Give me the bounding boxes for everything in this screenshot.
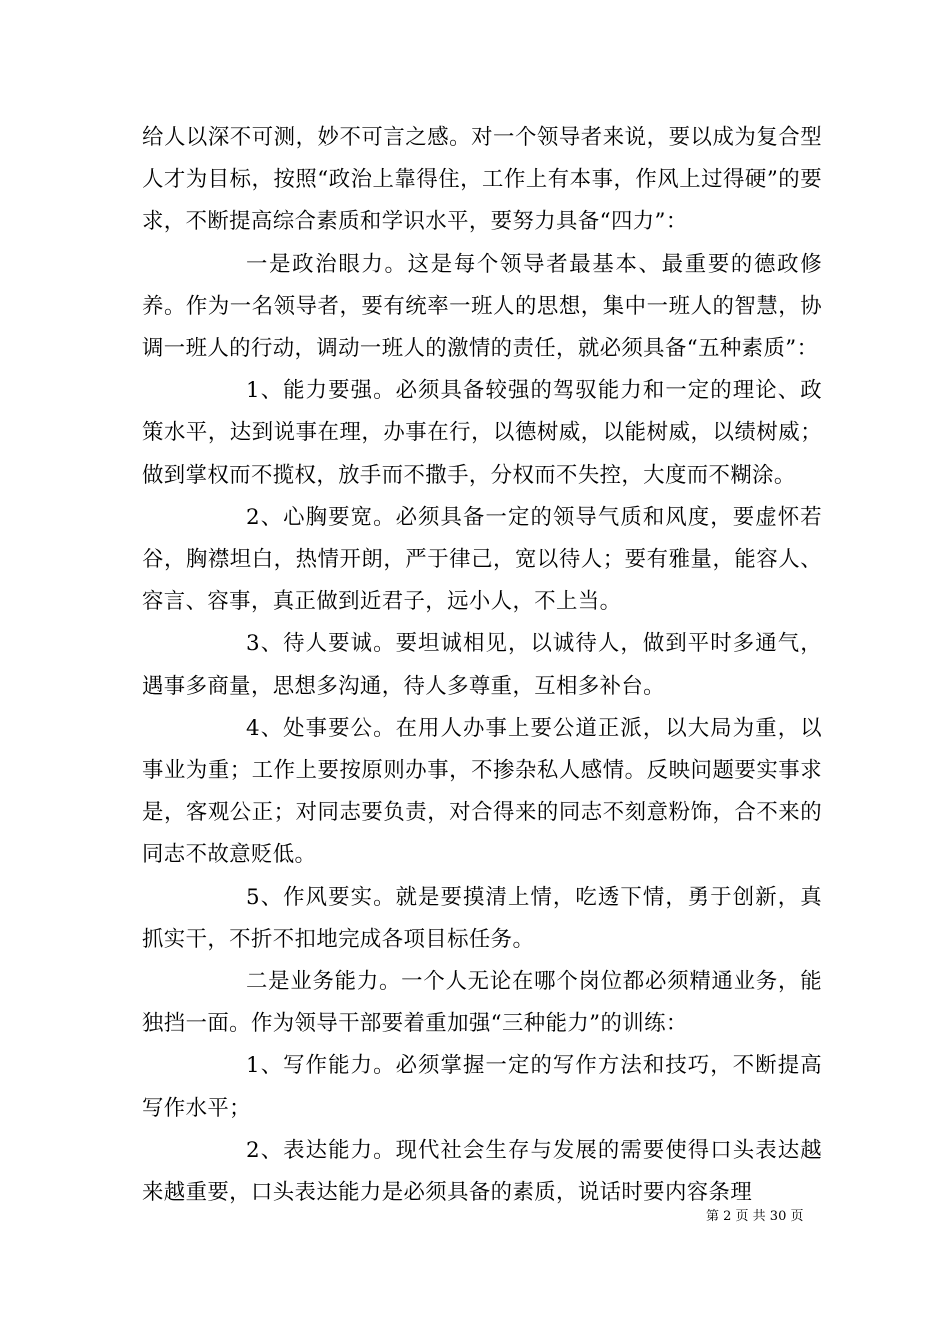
paragraph: 3、待人要诚。要坦诚相见，以诚待人，做到平时多通气，遇事多商量，思想多沟通，待人多尊重，互相多补台。 <box>142 631 822 699</box>
paragraph: 2、心胸要宽。必须具备一定的领导气质和风度，要虚怀若谷，胸襟坦白，热情开朗，严于律己，宽以待人；要有雅量，能容人、容言、容事，真正做到近君子，远小人，不上当。 <box>142 504 822 615</box>
body-text <box>142 117 822 1214</box>
paragraph: 2、表达能力。现代社会生存与发展的需要使得口头表达越来越重要，口头表达能力是必须具备的素质，说话时要内容条理 <box>142 1137 822 1206</box>
paragraph: 4、处事要公。在用人办事上要公道正派，以大局为重，以事业为重；工作上要按原则办事，不掺杂私人感情。反映问题要实事求是，客观公正；对同志要负责，对合得来的同志不刻意粉饰，合不来的同志不故意贬低。 <box>142 715 822 868</box>
paragraph: 1、能力要强。必须具备较强的驾驭能力和一定的理论、政策水平，达到说事在理，办事在行，以德树威，以能树威，以绩树威；做到掌权而不揽权，放手而不撒手，分权而不失控，大度而不糊涂。 <box>142 378 822 488</box>
paragraph: 一是政治眼力。这是每个领导者最基本、最重要的德政修养。作为一名领导者，要有统率一班人的思想，集中一班人的智慧，协调一班人的行动，调动一班人的激情的责任，就必须具备“五种素质”： <box>142 251 822 362</box>
paragraph: 二是业务能力。一个人无论在哪个岗位都必须精通业务，能独挡一面。作为领导干部要着重加强“三种能力”的训练： <box>142 969 822 1037</box>
paragraph: 5、作风要实。就是要摸清上情，吃透下情，勇于创新，真抓实干，不折不扣地完成各项目标任务。 <box>142 884 822 952</box>
page-number: 第 2 页 共 30 页 <box>706 1209 804 1224</box>
paragraph: 给人以深不可测，妙不可言之感。对一个领导者来说，要以成为复合型人才为目标，按照“政治上靠得住，工作上有本事，作风上过得硬”的要求，不断提高综合素质和学识水平，要努力具备“四力”： <box>142 125 822 235</box>
paragraph: 1、写作能力。必须掌握一定的写作方法和技巧，不断提高写作水平； <box>142 1053 822 1121</box>
